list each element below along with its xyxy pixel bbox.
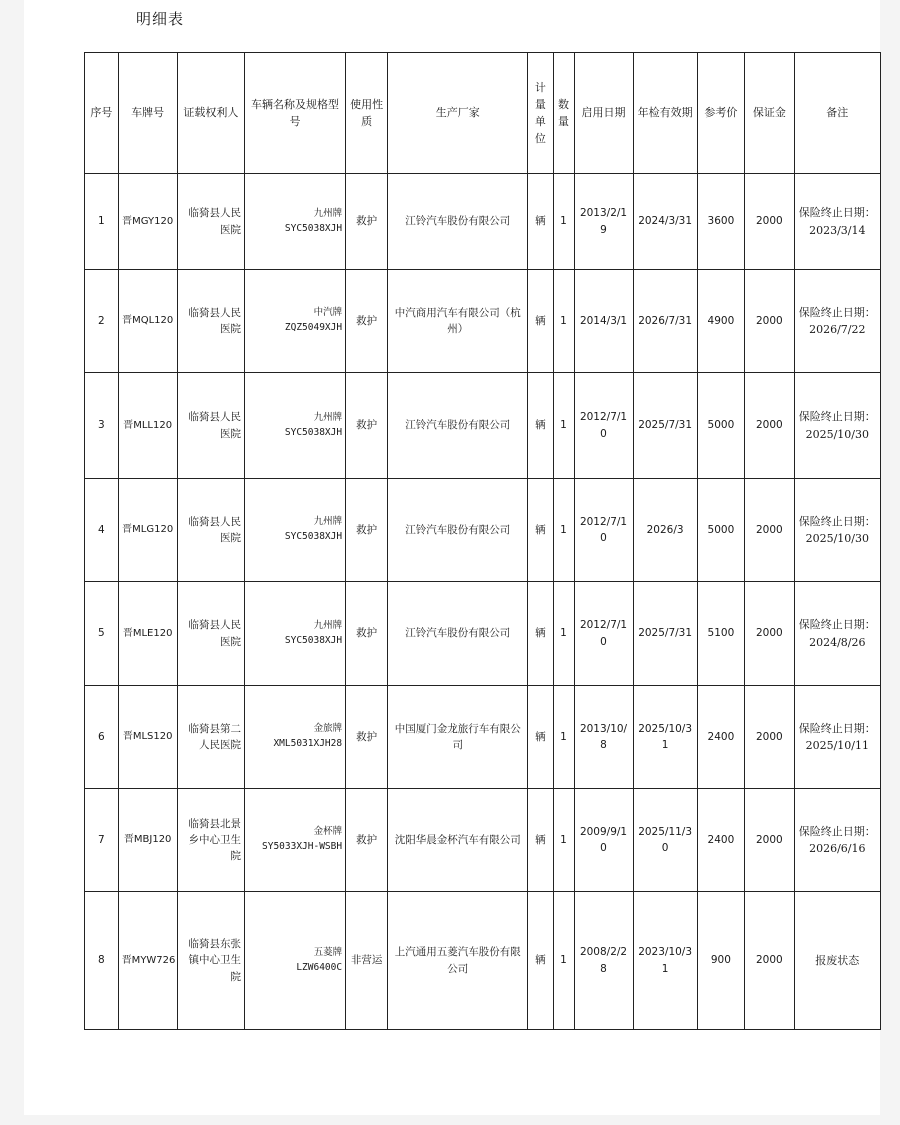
header-plate: 车牌号: [118, 53, 177, 174]
cell-unit: 辆: [528, 892, 553, 1030]
cell-qty: 1: [553, 373, 574, 479]
table-row: [85, 373, 881, 479]
cell-model-code: ZQZ5049XJH: [284, 322, 343, 333]
header-inspection-validity: 年检有效期: [633, 53, 697, 174]
cell-model-code: SYC5038XJH: [284, 426, 343, 438]
header-model: 车辆名称及规格型号: [245, 53, 346, 174]
cell-seq: 5: [85, 582, 119, 686]
table-row: [85, 174, 881, 270]
cell-plate: 晋MLE120: [118, 582, 177, 686]
cell-inspection-validity: 2025/7/31: [633, 582, 697, 686]
cell-seq: 3: [85, 373, 119, 479]
table-row: [85, 789, 881, 892]
cell-qty: 1: [553, 479, 574, 582]
cell-model: [245, 892, 346, 1030]
cell-model-brand: 九州牌: [313, 411, 343, 423]
cell-start-date: 2012/7/10: [574, 582, 633, 686]
header-deposit: 保证金: [745, 53, 794, 174]
document-page: [24, 0, 880, 1115]
cell-inspection-validity: 2023/10/31: [633, 892, 697, 1030]
cell-model-brand: 金旅牌: [313, 723, 343, 735]
cell-usage: 非营运: [346, 892, 388, 1030]
cell-usage: 救护: [346, 686, 388, 789]
cell-usage: 救护: [346, 373, 388, 479]
cell-reference-price: 900: [697, 892, 744, 1030]
cell-deposit: 2000: [745, 789, 794, 892]
cell-model: [245, 686, 346, 789]
cell-seq: 4: [85, 479, 119, 582]
cell-model-code: SYC5038XJH: [284, 222, 343, 234]
cell-model-code: SYC5038XJH: [284, 634, 343, 646]
cell-reference-price: 5100: [697, 582, 744, 686]
cell-model-brand: 金杯牌: [313, 826, 343, 838]
cell-seq: 6: [85, 686, 119, 789]
cell-model-brand: 九州牌: [313, 516, 343, 528]
cell-inspection-validity: 2026/3: [633, 479, 697, 582]
header-unit: 计量单位: [528, 53, 553, 174]
cell-unit: 辆: [528, 373, 553, 479]
cell-unit: 辆: [528, 789, 553, 892]
cell-model-code: SY5033XJH-WSBH: [262, 841, 343, 852]
cell-qty: 1: [553, 686, 574, 789]
cell-plate: 晋MLL120: [118, 373, 177, 479]
cell-model-brand: 九州牌: [313, 207, 343, 219]
cell-qty: 1: [553, 789, 574, 892]
cell-reference-price: 3600: [697, 174, 744, 270]
cell-plate: 晋MQL120: [118, 270, 177, 373]
cell-remark: 保险终止日期：2024/8/26: [794, 582, 880, 686]
cell-seq: 2: [85, 270, 119, 373]
cell-remark: 保险终止日期：2023/3/14: [794, 174, 880, 270]
cell-model: [245, 270, 346, 373]
cell-maker: 江铃汽车股份有限公司: [388, 174, 528, 270]
cell-deposit: 2000: [745, 270, 794, 373]
table-row: [85, 582, 881, 686]
cell-qty: 1: [553, 174, 574, 270]
cell-model: [245, 373, 346, 479]
cell-remark: 保险终止日期：2026/7/22: [794, 270, 880, 373]
cell-model-code: XML5031XJH28: [273, 738, 343, 749]
cell-qty: 1: [553, 892, 574, 1030]
cell-model: [245, 174, 346, 270]
cell-plate: 晋MBJ120: [118, 789, 177, 892]
cell-usage: 救护: [346, 270, 388, 373]
cell-usage: 救护: [346, 789, 388, 892]
header-start-date: 启用日期: [574, 53, 633, 174]
cell-owner: 临猗县人民医院: [177, 373, 244, 479]
cell-owner: 临猗县人民医院: [177, 270, 244, 373]
cell-unit: 辆: [528, 686, 553, 789]
cell-maker: 中汽商用汽车有限公司（杭州）: [388, 270, 528, 373]
cell-unit: 辆: [528, 174, 553, 270]
cell-reference-price: 4900: [697, 270, 744, 373]
cell-owner: 临猗县人民医院: [177, 174, 244, 270]
cell-owner: 临猗县东张镇中心卫生院: [177, 892, 244, 1030]
cell-start-date: 2012/7/10: [574, 479, 633, 582]
cell-remark: 保险终止日期：2025/10/30: [794, 373, 880, 479]
header-maker: 生产厂家: [388, 53, 528, 174]
cell-model-code: LZW6400C: [296, 961, 343, 973]
cell-deposit: 2000: [745, 174, 794, 270]
cell-reference-price: 5000: [697, 373, 744, 479]
cell-model-brand: 五菱牌: [313, 946, 343, 958]
table-body: [85, 174, 881, 1030]
table-row: [85, 892, 881, 1030]
cell-usage: 救护: [346, 582, 388, 686]
cell-plate: 晋MYW726: [118, 892, 177, 1030]
cell-model: [245, 582, 346, 686]
cell-deposit: 2000: [745, 582, 794, 686]
cell-plate: 晋MGY120: [118, 174, 177, 270]
cell-maker: 江铃汽车股份有限公司: [388, 479, 528, 582]
cell-remark: 保险终止日期：2025/10/30: [794, 479, 880, 582]
cell-unit: 辆: [528, 270, 553, 373]
cell-seq: 7: [85, 789, 119, 892]
cell-inspection-validity: 2024/3/31: [633, 174, 697, 270]
table-row: [85, 479, 881, 582]
cell-start-date: 2008/2/28: [574, 892, 633, 1030]
document-title: 明细表: [136, 10, 185, 28]
cell-reference-price: 5000: [697, 479, 744, 582]
cell-owner: 临猗县人民医院: [177, 582, 244, 686]
cell-start-date: 2012/7/10: [574, 373, 633, 479]
cell-usage: 救护: [346, 479, 388, 582]
cell-plate: 晋MLG120: [118, 479, 177, 582]
cell-model-code: SYC5038XJH: [284, 531, 343, 542]
cell-start-date: 2009/9/10: [574, 789, 633, 892]
cell-deposit: 2000: [745, 892, 794, 1030]
header-usage: 使用性质: [346, 53, 388, 174]
cell-model: [245, 789, 346, 892]
cell-remark: 保险终止日期：2025/10/11: [794, 686, 880, 789]
cell-reference-price: 2400: [697, 789, 744, 892]
cell-unit: 辆: [528, 479, 553, 582]
cell-start-date: 2013/10/8: [574, 686, 633, 789]
cell-maker: 江铃汽车股份有限公司: [388, 582, 528, 686]
cell-maker: 中国厦门金龙旅行车有限公司: [388, 686, 528, 789]
cell-plate: 晋MLS120: [118, 686, 177, 789]
cell-remark: 报废状态: [794, 892, 880, 1030]
cell-qty: 1: [553, 270, 574, 373]
cell-seq: 8: [85, 892, 119, 1030]
cell-model-brand: 九州牌: [313, 619, 343, 631]
cell-remark: 保险终止日期：2026/6/16: [794, 789, 880, 892]
cell-maker: 沈阳华晨金杯汽车有限公司: [388, 789, 528, 892]
cell-unit: 辆: [528, 582, 553, 686]
cell-owner: 临猗县人民医院: [177, 479, 244, 582]
cell-deposit: 2000: [745, 686, 794, 789]
cell-maker: 上汽通用五菱汽车股份有限公司: [388, 892, 528, 1030]
header-seq: 序号: [85, 53, 119, 174]
cell-maker: 江铃汽车股份有限公司: [388, 373, 528, 479]
cell-owner: 临猗县北景乡中心卫生院: [177, 789, 244, 892]
cell-inspection-validity: 2025/10/31: [633, 686, 697, 789]
vehicle-detail-table: [84, 52, 881, 1030]
header-remark: 备注: [794, 53, 880, 174]
cell-model: [245, 479, 346, 582]
cell-start-date: 2014/3/1: [574, 270, 633, 373]
cell-usage: 救护: [346, 174, 388, 270]
cell-inspection-validity: 2026/7/31: [633, 270, 697, 373]
cell-owner: 临猗县第二人民医院: [177, 686, 244, 789]
cell-model-brand: 中汽牌: [313, 307, 343, 319]
cell-qty: 1: [553, 582, 574, 686]
header-reference-price: 参考价: [697, 53, 744, 174]
cell-deposit: 2000: [745, 373, 794, 479]
table-row: [85, 686, 881, 789]
cell-inspection-validity: 2025/7/31: [633, 373, 697, 479]
header-qty: 数量: [553, 53, 574, 174]
cell-inspection-validity: 2025/11/30: [633, 789, 697, 892]
table-row: [85, 270, 881, 373]
cell-deposit: 2000: [745, 479, 794, 582]
cell-start-date: 2013/2/19: [574, 174, 633, 270]
cell-seq: 1: [85, 174, 119, 270]
table-header-row: [85, 53, 881, 174]
header-owner: 证载权利人: [177, 53, 244, 174]
cell-reference-price: 2400: [697, 686, 744, 789]
